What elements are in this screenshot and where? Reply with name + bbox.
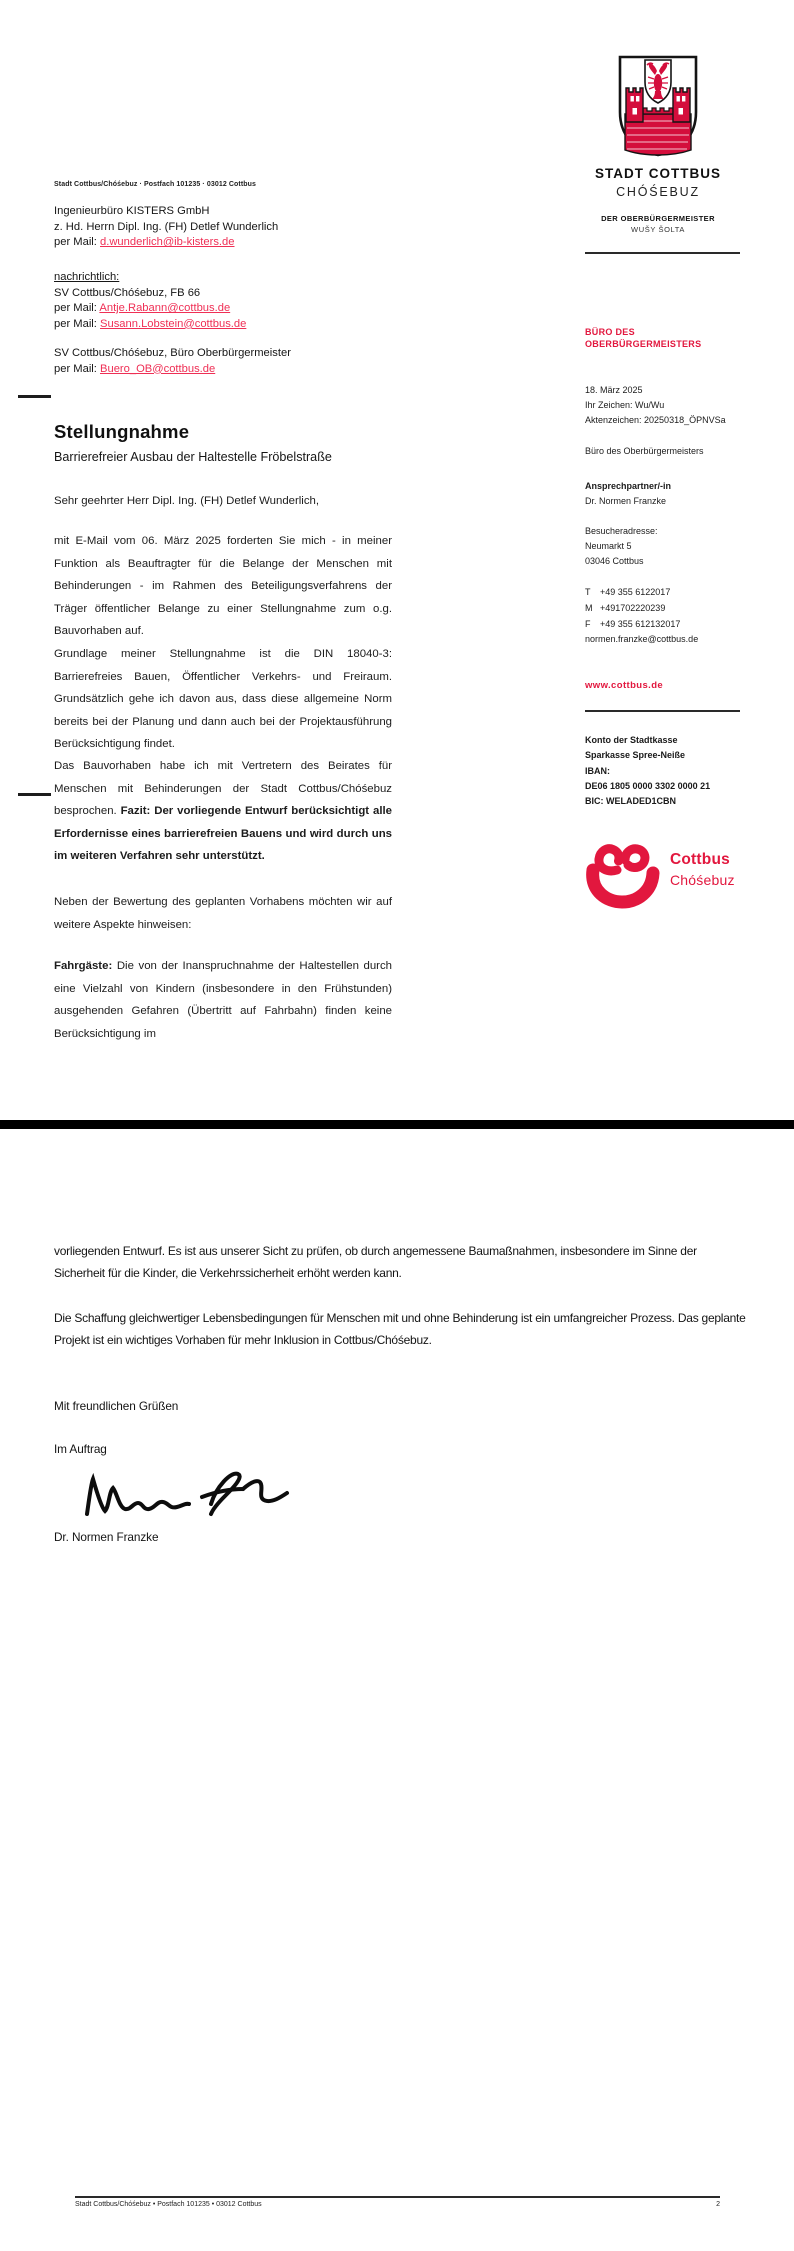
cc-heading: nachrichtlich: [54, 271, 120, 283]
contact-label: Ansprechpartner/-in [585, 481, 672, 491]
mail-prefix: per Mail: [54, 362, 101, 375]
sender-return-line: Stadt Cottbus/Chóśebuz · Postfach 101235 · 03012 Cottbus [54, 181, 257, 188]
mail-prefix: per Mail: [54, 302, 100, 315]
file-reference: Aktenzeichen: 20250318_ÖPNVSa [585, 415, 726, 425]
department-label [585, 326, 701, 350]
paragraph-3-conclusion: Fazit: Der vorliegende Entwurf berücksichtigt alle Erfordernisse eines barrierefreien Bauens und wird durch uns im weiteren Verfahren sehr unterstützt. [54, 805, 392, 863]
bank-line: IBAN: [585, 765, 610, 776]
footer-sender-line: Stadt Cottbus/Chóśebuz • Postfach 101235 • 03012 Cottbus [75, 2201, 262, 2208]
bank-line: Konto der Stadtkasse [585, 735, 678, 745]
salutation: Sehr geehrter Herr Dipl. Ing. (FH) Detlef Wunderlich, [54, 495, 320, 507]
footer-page-number: 2 [716, 2201, 720, 2208]
footer [75, 2201, 720, 2208]
closing-formula: Mit freundlichen Grüßen [54, 1399, 179, 1413]
contact-email[interactable]: normen.franzke@cottbus.de [585, 634, 699, 644]
phone-f-value: +49 355 612132017 [600, 619, 681, 629]
paragraph-2: Grundlage meiner Stellungnahme ist die DIN 18040-3: Barrierefreies Bauen, Öffentlicher Verkehrs- und Freiraum. Grundsätzlich gehe ich davon aus, dass diese allgemeine Norm bereits bei der Planung und dann auch bei der Projektausführung Berücksichtigung findet. [54, 648, 392, 751]
phone-f-label: F [585, 619, 591, 629]
paragraph-5-rest: Die von der Inanspruchnahme der Haltestellen durch eine Vielzahl von Kindern (insbesondere in den Frühstunden) ausgehenden Gefahren (Übertritt auf Fahrbahn) finden keine Berücksichtigung im [54, 960, 392, 1040]
cc2-email-link[interactable]: Buero_OB@cottbus.de [100, 362, 216, 375]
footer-rule [75, 2196, 720, 2198]
fold-mark-top [18, 395, 51, 398]
cc1-mail-line-1 [54, 301, 246, 317]
letter-date: 18. März 2025 [585, 385, 643, 395]
mail-prefix: per Mail: [54, 317, 101, 330]
sidebar-top-rule [585, 252, 740, 254]
paragraph-3 [54, 755, 392, 868]
bank-line: Sparkasse Spree-Neiße [585, 750, 686, 761]
cottbus-coat-of-arms [617, 54, 699, 158]
bank-line: BIC: WELADED1CBN [585, 796, 676, 807]
cc-block-2 [54, 346, 291, 377]
page2-paragraph-2: Die Schaffung gleichwertiger Lebensbedingungen für Menschen mit und ohne Behinderung ist ein umfangreicher Prozess. Das geplante Projekt ist ein wichtiges Vorhaben für mehr Inklusion in Cottbus/Chóśebuz. [54, 1311, 746, 1348]
paragraph-5 [54, 955, 392, 1045]
office-name: Büro des Oberbürgermeisters [585, 446, 704, 456]
cc-block-1 [54, 270, 246, 332]
fold-mark-bottom [18, 793, 51, 796]
page-subtitle: Barrierefreier Ausbau der Haltestelle Fröbelstraße [54, 450, 332, 464]
crest-subtitle-sorbian: WUŠY ŠOLTA [631, 225, 685, 234]
cc1-mail-line-2 [54, 317, 246, 333]
bank-details [585, 733, 710, 809]
bank-line: DE06 1805 0000 3302 0000 21 [585, 780, 711, 791]
phone-m-value: +491702220239 [600, 603, 666, 613]
phone-telephone [585, 587, 670, 597]
recipient-mail-line [54, 235, 278, 251]
phone-t-value: +49 355 6122017 [600, 587, 671, 597]
phone-m-label: M [585, 603, 593, 613]
im-auftrag-line: Im Auftrag [54, 1442, 107, 1456]
page-title: Stellungnahme [54, 421, 190, 442]
crest-title-sorbian: CHÓŚEBUZ [616, 185, 700, 199]
cc1-email-link-1[interactable]: Antje.Rabann@cottbus.de [99, 302, 231, 315]
visitor-city: 03046 Cottbus [585, 556, 644, 566]
paragraph-1: mit E-Mail vom 06. März 2025 forderten Sie mich - in meiner Funktion als Beauftragter für die Belange der Menschen mit Behinderungen - im Rahmen des Beteiligungsverfahrens der Träger öffentlicher Belange zu einer Stellungnahme zum o.g. Bauvorhaben auf. [54, 535, 392, 638]
phone-t-label: T [585, 587, 591, 597]
recipient-company: Ingenieurbüro KISTERS GmbH [54, 205, 210, 217]
contact-name: Dr. Normen Franzke [585, 496, 667, 506]
recipient-address [54, 204, 278, 251]
paragraph-3-normal: Das Bauvorhaben habe ich mit Vertretern des Beirates für Menschen mit Behinderungen der Stadt Cottbus/Chóśebuz besprochen. [54, 760, 392, 818]
sidebar-divider-rule [585, 710, 740, 712]
visitor-street: Neumarkt 5 [585, 541, 632, 551]
cc2-name: SV Cottbus/Chóśebuz, Büro Oberbürgermeister [54, 347, 291, 359]
recipient-email-link[interactable]: d.wunderlich@ib-kisters.de [100, 236, 235, 249]
recipient-person: z. Hd. Herrn Dipl. Ing. (FH) Detlef Wunderlich [54, 220, 279, 233]
cottbus-smiley-logo [583, 843, 663, 909]
visitor-address-label: Besucheradresse: [585, 526, 658, 536]
department-line-1: BÜRO DES [585, 327, 635, 337]
phone-mobile [585, 603, 665, 613]
logo-wordmark-sorbian: Chóśebuz [670, 872, 735, 888]
mail-prefix: per Mail: [54, 236, 101, 249]
logo-wordmark: Cottbus [670, 851, 730, 868]
phone-fax [585, 619, 680, 629]
signature-handwriting [80, 1462, 295, 1528]
paragraph-5-lead: Fahrgäste: [54, 960, 113, 972]
your-reference: Ihr Zeichen: Wu/Wu [585, 400, 665, 410]
page-break-band [0, 1120, 794, 1129]
crest-subtitle: DER OBERBÜRGERMEISTER [601, 214, 715, 223]
website-link[interactable]: www.cottbus.de [585, 680, 664, 691]
department-line-2: OBERBÜRGERMEISTERS [585, 339, 702, 349]
page2-paragraph-1: vorliegenden Entwurf. Es ist aus unserer Sicht zu prüfen, ob durch angemessene Baumaßnahmen, insbesondere im Sinne der Sicherheit für die Kinder, die Verkehrssicherheit erhöht werden kann. [54, 1244, 697, 1281]
cc1-name: SV Cottbus/Chóśebuz, FB 66 [54, 286, 201, 299]
signer-name: Dr. Normen Franzke [54, 1530, 159, 1544]
cc2-mail-line [54, 362, 291, 378]
crest-title: STADT COTTBUS [595, 166, 721, 181]
cc1-email-link-2[interactable]: Susann.Lobstein@cottbus.de [100, 317, 247, 330]
paragraph-4: Neben der Bewertung des geplanten Vorhabens möchten wir auf weitere Aspekte hinweisen: [54, 896, 392, 931]
